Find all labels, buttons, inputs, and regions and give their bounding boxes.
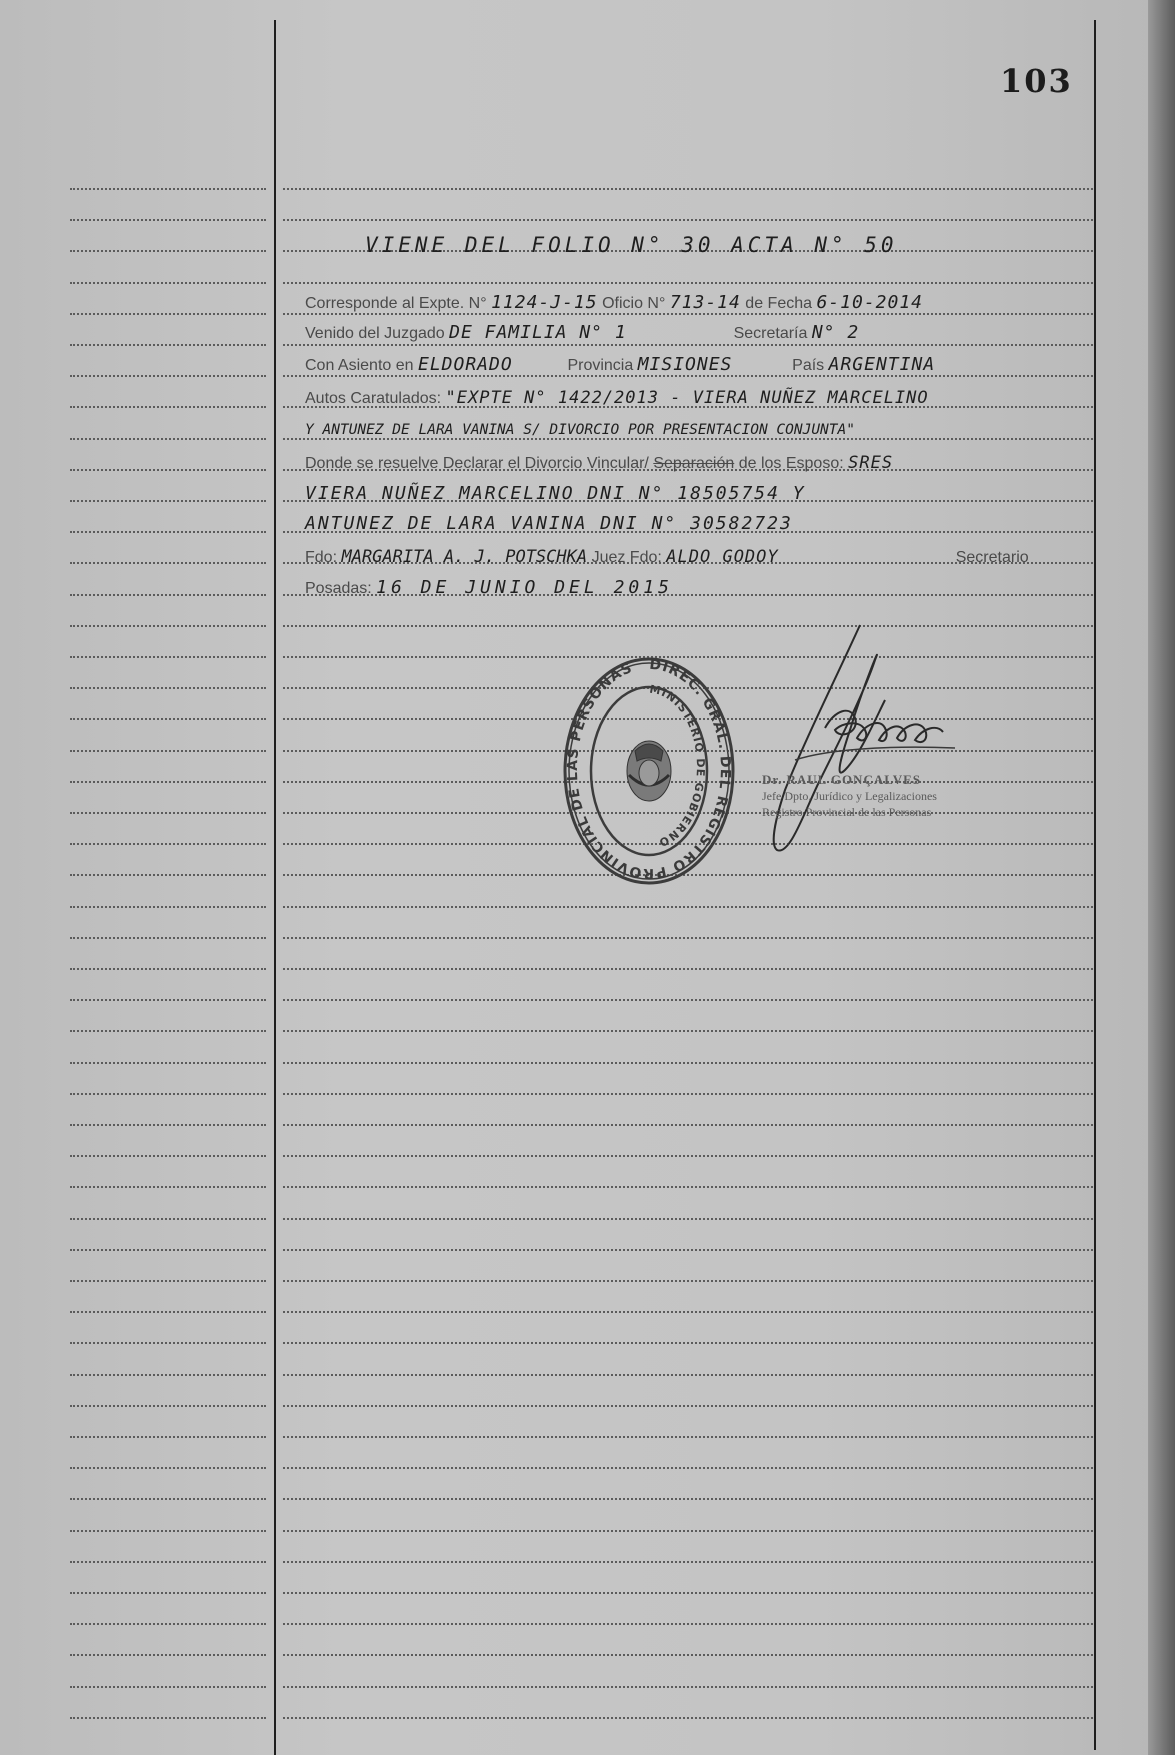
margin-rule-line [70, 937, 266, 939]
main-rule-line [283, 219, 1093, 221]
juzgado-line [305, 320, 859, 346]
juez-fdo-label: Juez Fdo: [591, 549, 662, 566]
expediente-label: Corresponde al Expte. N° [305, 295, 487, 312]
main-rule-line [283, 1467, 1093, 1469]
margin-rule-line [70, 531, 266, 533]
margin-rule-line [70, 1218, 266, 1220]
margin-rule-line [70, 1374, 266, 1376]
main-rule-line [283, 1124, 1093, 1126]
margin-rule-line [70, 906, 266, 908]
coat-of-arms-emblem [627, 741, 671, 801]
main-rule-line [283, 1311, 1093, 1313]
expediente-line [305, 290, 923, 316]
margin-rule-line [70, 656, 266, 658]
official-seal-stamp [563, 655, 735, 887]
main-rule-line [283, 1062, 1093, 1064]
stamp-outer-text: DIREC. GRAL. DEL REGISTRO PROVINCIAL DE LAS PERSONAS [564, 656, 734, 882]
resolucion-label: Donde se resuelve Declarar el Divorcio Vincular/ [305, 455, 649, 472]
margin-rule-line [70, 1717, 266, 1719]
margin-rule-line [70, 438, 266, 440]
heading-line [365, 232, 898, 258]
main-rule-line [283, 1249, 1093, 1251]
oficio-value: 713-14 [669, 292, 741, 313]
asiento-line [305, 352, 935, 378]
signer-role-1: Jefe Dpto. Jurídico y Legalizaciones [762, 789, 937, 803]
main-rule-line [283, 1405, 1093, 1407]
main-rule-line [283, 1186, 1093, 1188]
main-rule-line [283, 968, 1093, 970]
esposo-line [305, 481, 806, 507]
margin-rule-line [70, 1311, 266, 1313]
margin-rule-line [70, 1530, 266, 1532]
esposos-label: de los Esposo: [738, 455, 844, 472]
autos-value: "EXPTE N° 1422/2013 - VIERA NUÑEZ MARCELINO [445, 388, 929, 408]
margin-divider-line [274, 20, 276, 1755]
signer-role-2: Registro Provincial de las Personas [762, 805, 932, 819]
margin-rule-line [70, 406, 266, 408]
margin-rule-line [70, 313, 266, 315]
margin-rule-line [70, 999, 266, 1001]
margin-rule-line [70, 1030, 266, 1032]
margin-rule-line [70, 1623, 266, 1625]
main-rule-line [283, 1280, 1093, 1282]
pais-label: País [792, 357, 825, 374]
main-rule-line [283, 625, 1093, 627]
margin-rule-line [70, 1436, 266, 1438]
handwritten-signature [765, 620, 965, 860]
margin-rule-line [70, 562, 266, 564]
margin-rule-line [70, 1186, 266, 1188]
provincia-value: MISIONES [637, 354, 733, 375]
margin-rule-line [70, 750, 266, 752]
posadas-line [305, 575, 673, 601]
secretaria-value: N° 2 [811, 322, 860, 343]
fecha-value: 6-10-2014 [816, 292, 924, 313]
secretario-value: ALDO GODOY [666, 547, 779, 567]
main-rule-line [283, 906, 1093, 908]
margin-rule-line [70, 500, 266, 502]
resolucion-line [305, 450, 893, 476]
posadas-label: Posadas: [305, 580, 372, 597]
main-rule-line [283, 1155, 1093, 1157]
margin-rule-line [70, 1686, 266, 1688]
margin-rule-line [70, 344, 266, 346]
esposo-value: VIERA NUÑEZ MARCELINO DNI N° 18505754 Y [305, 483, 806, 504]
margin-rule-line [70, 1062, 266, 1064]
main-rule-line [283, 1686, 1093, 1688]
main-rule-line [283, 1093, 1093, 1095]
main-rule-line [283, 1030, 1093, 1032]
margin-rule-line [70, 968, 266, 970]
provincia-label: Provincia [567, 357, 634, 374]
main-rule-line [283, 1374, 1093, 1376]
main-rule-line [283, 188, 1093, 190]
margin-rule-line [70, 1405, 266, 1407]
secretario-label: Secretario [955, 549, 1029, 566]
secretaria-label: Secretaría [733, 325, 808, 342]
page-number: 103 [1000, 62, 1073, 100]
posadas-date-value: 16 DE JUNIO DEL 2015 [376, 577, 673, 598]
right-border-line [1094, 20, 1096, 1750]
margin-rule-line [70, 375, 266, 377]
margin-rule-line [70, 1654, 266, 1656]
margin-rule-line [70, 1342, 266, 1344]
signer-name: Dr. RAUL GONÇALVES [762, 772, 921, 787]
main-rule-line [283, 999, 1093, 1001]
main-rule-line [283, 1530, 1093, 1532]
margin-rule-line [70, 781, 266, 783]
main-rule-line [283, 937, 1093, 939]
margin-rule-line [70, 1249, 266, 1251]
margin-rule-line [70, 1561, 266, 1563]
expediente-value: 1124-J-15 [491, 292, 598, 313]
asiento-value: ELDORADO [417, 354, 513, 375]
margin-rule-line [70, 687, 266, 689]
main-rule-line [283, 1342, 1093, 1344]
pais-value: ARGENTINA [828, 354, 936, 375]
stamp-inner-text: MINISTERIO DE GOBIERNO [648, 682, 708, 850]
main-rule-line [283, 1623, 1093, 1625]
juzgado-value: DE FAMILIA N° 1 [449, 322, 627, 343]
margin-rule-line [70, 250, 266, 252]
margin-rule-line [70, 718, 266, 720]
margin-rule-line [70, 1592, 266, 1594]
autos-continuation-line [305, 417, 855, 443]
signature-block [762, 772, 982, 820]
juzgado-label: Venido del Juzgado [305, 325, 445, 342]
esposos-value: SRES [848, 453, 894, 473]
margin-rule-line [70, 1498, 266, 1500]
main-rule-line [283, 1218, 1093, 1220]
autos-continuation-value: Y ANTUNEZ DE LARA VANINA S/ DIVORCIO POR PRESENTACION CONJUNTA" [305, 422, 855, 438]
juez-value: MARGARITA A. J. POTSCHKA [341, 547, 588, 567]
oficio-label: Oficio N° [602, 295, 666, 312]
margin-rule-line [70, 594, 266, 596]
main-rule-line [283, 1717, 1093, 1719]
main-rule-line [283, 1561, 1093, 1563]
asiento-label: Con Asiento en [305, 357, 414, 374]
margin-rule-line [70, 1280, 266, 1282]
autos-line [305, 385, 929, 411]
heading-text: VIENE DEL FOLIO N° 30 ACTA N° 50 [365, 233, 898, 257]
margin-rule-line [70, 812, 266, 814]
margin-rule-line [70, 1093, 266, 1095]
margin-rule-line [70, 1155, 266, 1157]
margin-rule-line [70, 625, 266, 627]
main-rule-line [283, 282, 1093, 284]
margin-rule-line [70, 874, 266, 876]
page-edge-shadow [1148, 0, 1175, 1755]
margin-rule-line [70, 469, 266, 471]
margin-rule-line [70, 1467, 266, 1469]
separacion-struck-label: Separación [653, 455, 735, 472]
esposa-value: ANTUNEZ DE LARA VANINA DNI N° 30582723 [305, 513, 793, 534]
margin-rule-line [70, 219, 266, 221]
main-rule-line [283, 1654, 1093, 1656]
main-rule-line [283, 1498, 1093, 1500]
fecha-label: de Fecha [745, 295, 813, 312]
esposa-line [305, 511, 793, 537]
main-rule-line [283, 1436, 1093, 1438]
firmas-line [305, 544, 1029, 570]
margin-rule-line [70, 1124, 266, 1126]
margin-rule-line [70, 188, 266, 190]
margin-rule-line [70, 843, 266, 845]
margin-rule-line [70, 282, 266, 284]
fdo-label: Fdo: [305, 549, 338, 566]
autos-label: Autos Caratulados: [305, 390, 442, 407]
main-rule-line [283, 1592, 1093, 1594]
